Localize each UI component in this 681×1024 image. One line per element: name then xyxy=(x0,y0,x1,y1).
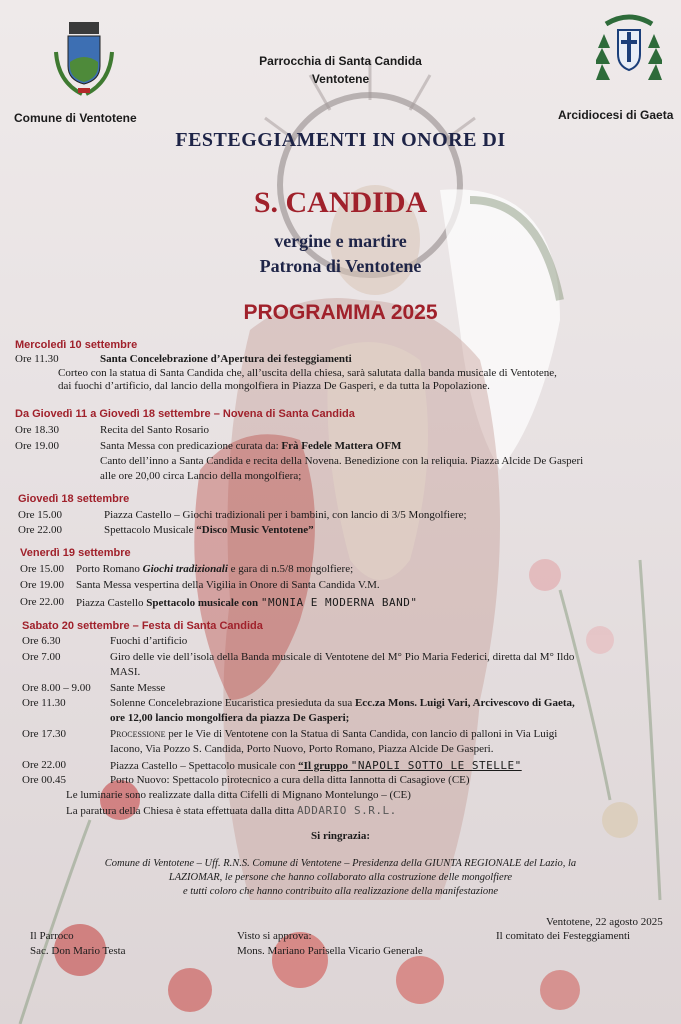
row-text: Piazza Castello – Giochi tradizionali per i bambini, con lancio di 3/5 Mongolfiere; xyxy=(104,509,467,521)
row-time: Ore 22.00 xyxy=(22,759,66,771)
parish-name: Parrocchia di Santa Candida xyxy=(259,54,422,68)
archdiocese-label: Arcidiocesi di Gaeta xyxy=(558,108,674,122)
row-time: Ore 7.00 xyxy=(22,651,61,663)
thanks-line: Comune di Ventotene – Uff. R.N.S. Comune di Ventotene – Presidenza della GIUNTA REGIONALE del Lazio, la xyxy=(104,858,577,869)
thanks-line: e tutti coloro che hanno contribuito alla realizzazione della manifestazione xyxy=(182,886,499,897)
row-text: Sante Messe xyxy=(110,682,166,694)
row-text: Santa Concelebrazione d’Apertura dei festeggiamenti xyxy=(100,353,352,365)
handwritten-band-name: "MONIA E MODERNA BAND" xyxy=(260,596,418,609)
row-time: Ore 19.00 xyxy=(15,440,59,452)
note-lights: Le luminarie sono realizzate dalla ditta Cifelli di Mignano Montelungo – (CE) xyxy=(66,789,411,801)
section-heading-fri19: Venerdì 19 settembre xyxy=(20,547,131,559)
row-text-cont: Corteo con la statua di Santa Candida che, all’uscita della chiesa, sarà salutata dalla banda musicale di Ventotene, xyxy=(58,367,557,379)
row-text: Piazza Castello Spettacolo musicale con "MONIA E MODERNA BAND" xyxy=(76,596,418,609)
row-time: Ore 6.30 xyxy=(22,635,61,647)
thanks-heading: Si ringrazia: xyxy=(311,830,370,842)
committee-label: Il comitato dei Festeggiamenti xyxy=(496,930,631,942)
approval-name: Mons. Mariano Parisella Vicario Generale xyxy=(237,945,423,957)
saint-subtitle: vergine e martire xyxy=(274,231,407,251)
row-text: Giro delle vie dell’isola della Banda musicale di Ventotene del M° Pio Maria Federici, diretta dal M° Ildo xyxy=(110,651,575,663)
document-date: Ventotene, 22 agosto 2025 xyxy=(546,916,663,928)
row-text-cont: MASI. xyxy=(110,666,141,678)
row-time: Ore 15.00 xyxy=(20,563,64,575)
section-heading-sat20: Sabato 20 settembre – Festa di Santa Candida xyxy=(22,620,263,632)
row-time: Ore 17.30 xyxy=(22,728,66,740)
row-text: Piazza Castello – Spettacolo musicale con “Il gruppo "NAPOLI SOTTO LE STELLE" xyxy=(110,759,522,772)
saint-name: S. CANDIDA xyxy=(253,186,428,219)
parroco-label: Il Parroco xyxy=(30,930,74,942)
section-heading-novena: Da Giovedì 11 a Giovedì 18 settembre – Novena di Santa Candida xyxy=(15,408,355,420)
parroco-name: Sac. Don Mario Testa xyxy=(30,945,126,957)
preacher-name: Frà Fedele Mattera OFM xyxy=(281,440,402,452)
row-time: Ore 11.30 xyxy=(22,697,66,709)
parish-location: Ventotene xyxy=(311,72,370,86)
event-name: “Disco Music Ventotene” xyxy=(196,524,314,536)
handwritten-company-name: ADDARIO S.R.L. xyxy=(297,804,397,817)
comune-label: Comune di Ventotene xyxy=(14,111,137,125)
row-text-cont: dai fuochi d’artificio, dal lancio della mongolfiera in Piazza De Gasperi, e da tutta la Popolazione. xyxy=(58,380,490,392)
thanks-line: LAZIOMAR, le persone che hanno collaborato alla costruzione delle mongolfiere xyxy=(168,872,513,883)
row-time: Ore 15.00 xyxy=(18,509,62,521)
patron-subtitle: Patrona di Ventotene xyxy=(259,256,422,276)
row-time: Ore 19.00 xyxy=(20,579,64,591)
row-text: Santa Messa con predicazione curata da: Frà Fedele Mattera OFM xyxy=(100,440,402,452)
row-text: Santa Messa vespertina della Vigilia in Onore di Santa Candida V.M. xyxy=(76,579,380,591)
handwritten-group-name: "NAPOLI SOTTO LE STELLE" xyxy=(350,759,522,772)
row-text-cont: Canto dell’inno a Santa Candida e recita della Novena. Benedizione con la reliquia. Piazza Alcide De Gasperi xyxy=(100,455,584,467)
section-heading-wed10: Mercoledì 10 settembre xyxy=(15,339,138,351)
row-time: Ore 11.30 xyxy=(15,353,59,365)
celebrant-name: Ecc.za Mons. Luigi Vari, Arcivescovo di Gaeta, xyxy=(354,697,575,709)
row-text: Processione per le Vie di Ventotene con la Statua di Santa Candida, con lancio di palloni in Via Luigi xyxy=(110,728,558,740)
row-text-cont: ore 12,00 lancio mongolfiera da piazza De Gasperi; xyxy=(110,712,350,724)
row-text-cont: Iacono, Via Pozzo S. Candida, Porto Nuovo, Porto Romano, Piazza Alcide De Gasperi. xyxy=(110,743,494,755)
row-time: Ore 00.45 xyxy=(22,774,66,786)
row-time: Ore 22.00 xyxy=(18,524,62,536)
row-text: Porto Romano Giochi tradizionali e gara di n.5/8 mongolfiere; xyxy=(76,563,354,575)
approval-label: Visto si approva: xyxy=(237,930,312,942)
row-time: Ore 22.00 xyxy=(20,596,64,608)
row-time: Ore 8.00 – 9.00 xyxy=(22,682,91,694)
note-decorations: La paratura della Chiesa è stata effettuata dalla ditta ADDARIO S.R.L. xyxy=(66,804,397,817)
row-time: Ore 18.30 xyxy=(15,424,59,436)
row-text: Solenne Concelebrazione Eucaristica presieduta da sua Ecc.za Mons. Luigi Vari, Arcivescovo di Gaeta, xyxy=(110,697,575,709)
row-text: Porto Nuovo: Spettacolo pirotecnico a cura della ditta Iannotta di Casagiove (CE) xyxy=(110,774,470,786)
program-title: PROGRAMMA 2025 xyxy=(243,301,438,324)
row-text: Recita del Santo Rosario xyxy=(100,424,210,436)
section-heading-thu18: Giovedì 18 settembre xyxy=(18,493,130,505)
row-text: Fuochi d’artificio xyxy=(110,635,188,647)
row-text: Spettacolo Musicale “Disco Music Ventotene” xyxy=(104,524,314,536)
row-text-cont: alle ore 20,00 circa Lancio della mongolfiera; xyxy=(100,470,302,482)
festival-title: FESTEGGIAMENTI IN ONORE DI xyxy=(175,129,506,151)
